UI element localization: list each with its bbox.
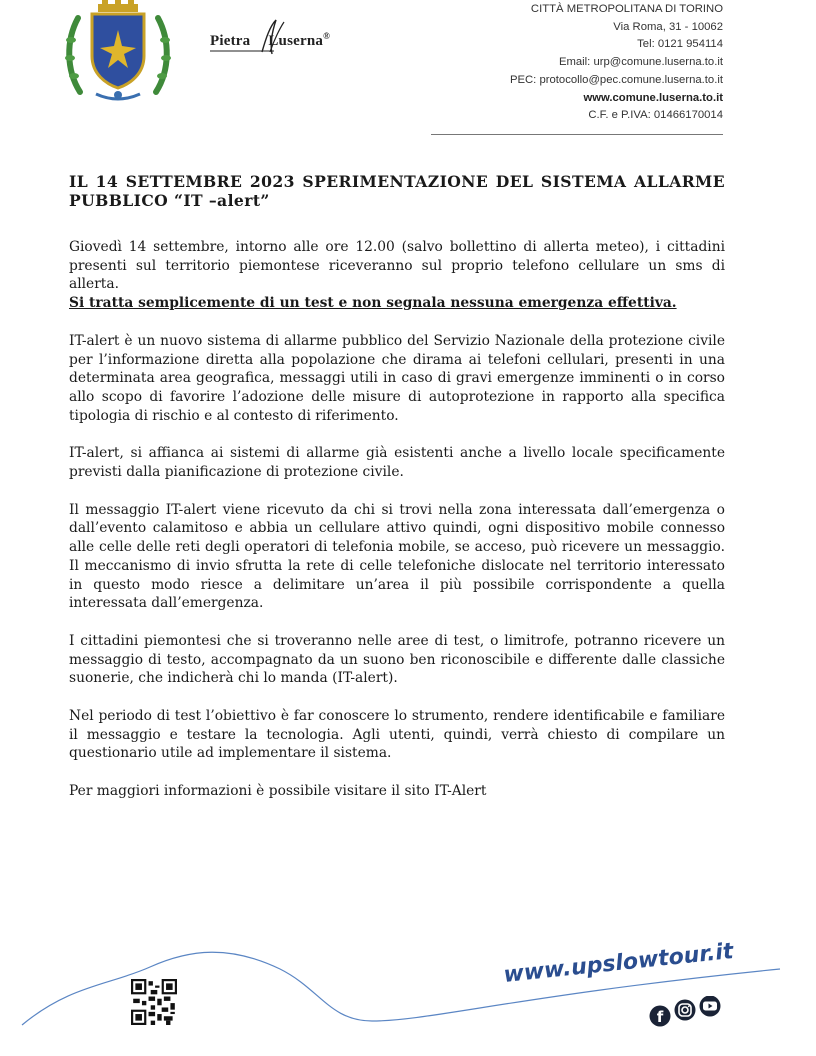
header-website[interactable]: www.comune.luserna.to.it [583,91,723,104]
svg-text:f: f [656,1008,664,1026]
test-disclaimer: Si tratta semplicemente di un test e non segnala nessuna emergenza effettiva. [69,295,677,312]
paragraph-more-info: Per maggiori informazioni è possibile visitare il sito IT-Alert [69,783,487,800]
footer-website[interactable]: www.upslowtour.it [502,939,735,988]
social-icons [648,996,728,1030]
document-body [69,172,725,801]
header-pec[interactable]: PEC: protocollo@pec.comune.luserna.to.it [509,73,723,86]
municipal-crest [62,0,174,104]
qr-code[interactable] [131,979,177,1025]
instagram-icon[interactable] [675,1000,696,1021]
header-divider [431,133,723,135]
paragraph-it-alert-description: IT-alert è un nuovo sistema di allarme pubblico del Servizio Nazionale della protezione civile per l’informazione diretta alla popolazione che dirama ai telefoni cellulari, presenti in una determinata area geografica, messaggi utili in caso di gravi emergenze imminenti o in corso allo scopo di favorire l’adozione delle misure di autoprotezione in rapporto alla specifica tipologia di rischio e al contesto di riferimento. [69,332,725,424]
letterhead-contacts [403,1,723,135]
paragraph-test-areas: I cittadini piemontesi che si troveranno nelle aree di test, o limitrofe, potranno ricevere un messaggio di testo, accompagnato da un suono ben riconoscibile e differente dalle classiche suonerie, che indicherà chi lo manda (IT-alert). [69,632,725,687]
logo-mark: ® [323,31,331,41]
header-address: Via Roma, 31 - 10062 [613,20,723,33]
paragraph-message-reception: Il messaggio IT-alert viene ricevuto da chi si trovi nella zona interessata dall’emergenza o dall’evento calamitoso e abbia un cellulare attivo quindi, ogni dispositivo mobile connesso alle celle delle reti degli operatori di telefonia mobile, se acceso, può ricevere un messaggio. Il meccanismo di invio sfrutta la rete di celle telefoniche dislocate nel territorio interessato in questo modo riesce a delimitare un’area il più possibile corrispondente a quella interessata dall’emergenza. [69,501,725,612]
paragraph-test-objective: Nel periodo di test l’obiettivo è far conoscere lo strumento, rendere identificabile e familiare il messaggio e testare la tecnologia. Agli utenti, quindi, verrà chiesto di compilare un questionario utile ad implementare il sistema. [69,708,725,762]
paragraph-announcement [69,238,725,313]
header-tel: Tel: 0121 954114 [637,38,723,51]
logo-brand: Pietra [210,33,251,49]
logo-brand2: Luserna [268,33,324,49]
header-email[interactable]: Email: urp@comune.luserna.to.it [558,56,723,69]
document-title: IL 14 SETTEMBRE 2023 SPERIMENTAZIONE DEL SISTEMA ALLARME PUBBLICO “IT –alert” [69,172,725,210]
pietra-luserna-logo [210,18,355,58]
facebook-icon[interactable] [650,1006,671,1027]
paragraph-announcement-text: Giovedì 14 settembre, intorno alle ore 12.00 (salvo bollettino di allerta meteo), i cittadini presenti sul territorio piemontese riceveranno sul proprio telefono cellulare un sms di allerta. [69,239,725,293]
header-tax-code: C.F. e P.IVA: 01466170014 [588,109,723,122]
paragraph-local-systems: IT-alert, si affianca ai sistemi di allarme già esistenti anche a livello locale specificamente previsti dalla pianificazione di protezione civile. [69,445,725,481]
youtube-icon[interactable] [700,996,721,1017]
header-city: CITTÀ METROPOLITANA DI TORINO [530,3,723,15]
